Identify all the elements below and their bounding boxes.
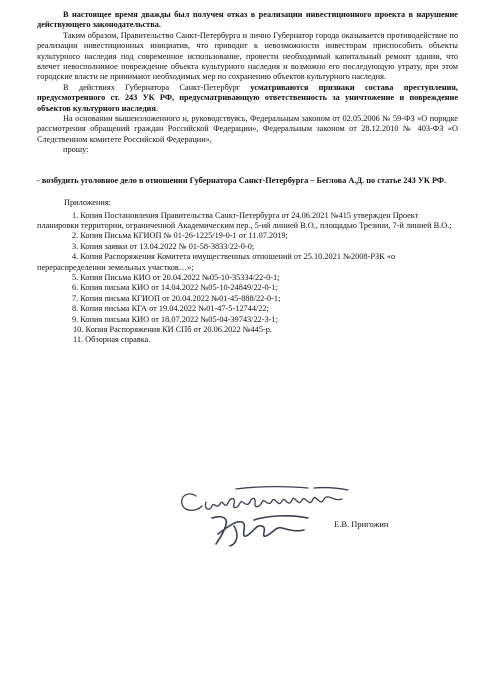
attachment-item: 6. Копия письма КИО от 14.04.2022 №05-10-24849/22-0-1; [72,283,278,293]
signature-block [0,470,484,560]
request-word: прошу: [63,145,89,155]
attachments-heading: Приложения: [64,198,111,208]
attachment-item: 4. Копия Распоряжения Комитета имущественных отношений от 25.10.2021 №2008-РЗК «о перераспределении земельных участков…»; [37,252,396,272]
signer-name: Е.В. Пригожин [334,519,389,529]
attachment-item: 10. Копия Распоряжения КИ СПб от 20.06.2022 №445-р. [73,324,273,334]
attachment-item: 5. Копия Письма КИО от 20.04.2022 №05-10-35334/22-0-1; [72,272,280,282]
signature-mark [196,508,316,550]
attachments-list [37,211,458,346]
paragraph-refusal: В настоящее время дважды был получен отказ в реализации инвестиционного проекта в нарушение действующего законодательства. [37,10,458,30]
paragraph-crime-end: . [155,103,159,113]
paragraph-crime-lead: В действиях Губернатора Санкт-Петербург [63,82,241,92]
paragraph-conclusion: Таким образом, Правительство Санкт-Петербурга и лично Губернатор города оказывается противодействие по реализации инвестиционных инициатив, что приводит к невозможности инвесторам приспособить объекты культурного наследия под современное использование, провести необходимый капитальный ремонт здании, что влечет невосполнимое повреждение объекта культурного наследия и возможно его последующую утрату, при этом городские власти не принимают необходимых мер по сохранению объектов культурного наследия. [37,30,458,82]
paragraph-legal-basis: На основании вышеизложенного и, руководствуясь, Федеральным законом от 02.05.2006 № 59-ФЗ «О порядке рассмотрения обращений граждан Российской Федерации», Федеральным законом от 28.12.2010 № 403-ФЗ «О Следственном комитете Российской Федерации», [37,114,458,144]
attachment-item: 11. Обзорная справка. [73,335,151,345]
demand-text: - возбудить уголовное дело в отношении Губернатора Санкт-Петербурга – Беглова А.Д. по статье 243 УК РФ. [37,175,447,185]
paragraph-crime-signs [37,83,458,114]
attachment-item: 7. Копия письма КГИОП от 20.04.2022 №01-45-888/22-0-1; [72,293,281,303]
attachment-item: 1. Копия Постановления Правительства Санкт-Петербурга от 24.06.2021 №415 утвержден Проект планировки территории, ограниченной Академическим пер., 5-ий линией В.О., площадью Трезини, 7-й линией В.О.; [37,210,452,230]
attachment-item: 3. Копия заявки от 13.04.2022 № 01-58-3833/22-0-0; [72,241,255,251]
attachment-item: 8. Копия письма КГА от 19.04.2022 №01-47-5-12744/22; [72,304,269,314]
attachment-item: 9. Копия письма КИО от 18.07.2022 №05-04-39743/22-3-1; [72,314,278,324]
attachment-item: 2. Копия Письма КГИОП № 01-26-1225/19-0-1 от 11.07.2019; [72,231,288,241]
paragraph-crime-bold: усматриваются признаки состава преступления, предусмотренного ст. 243 УК РФ, предусматривающую ответственность за уничтожение и повреждение объектов культурного наследия [37,82,458,113]
